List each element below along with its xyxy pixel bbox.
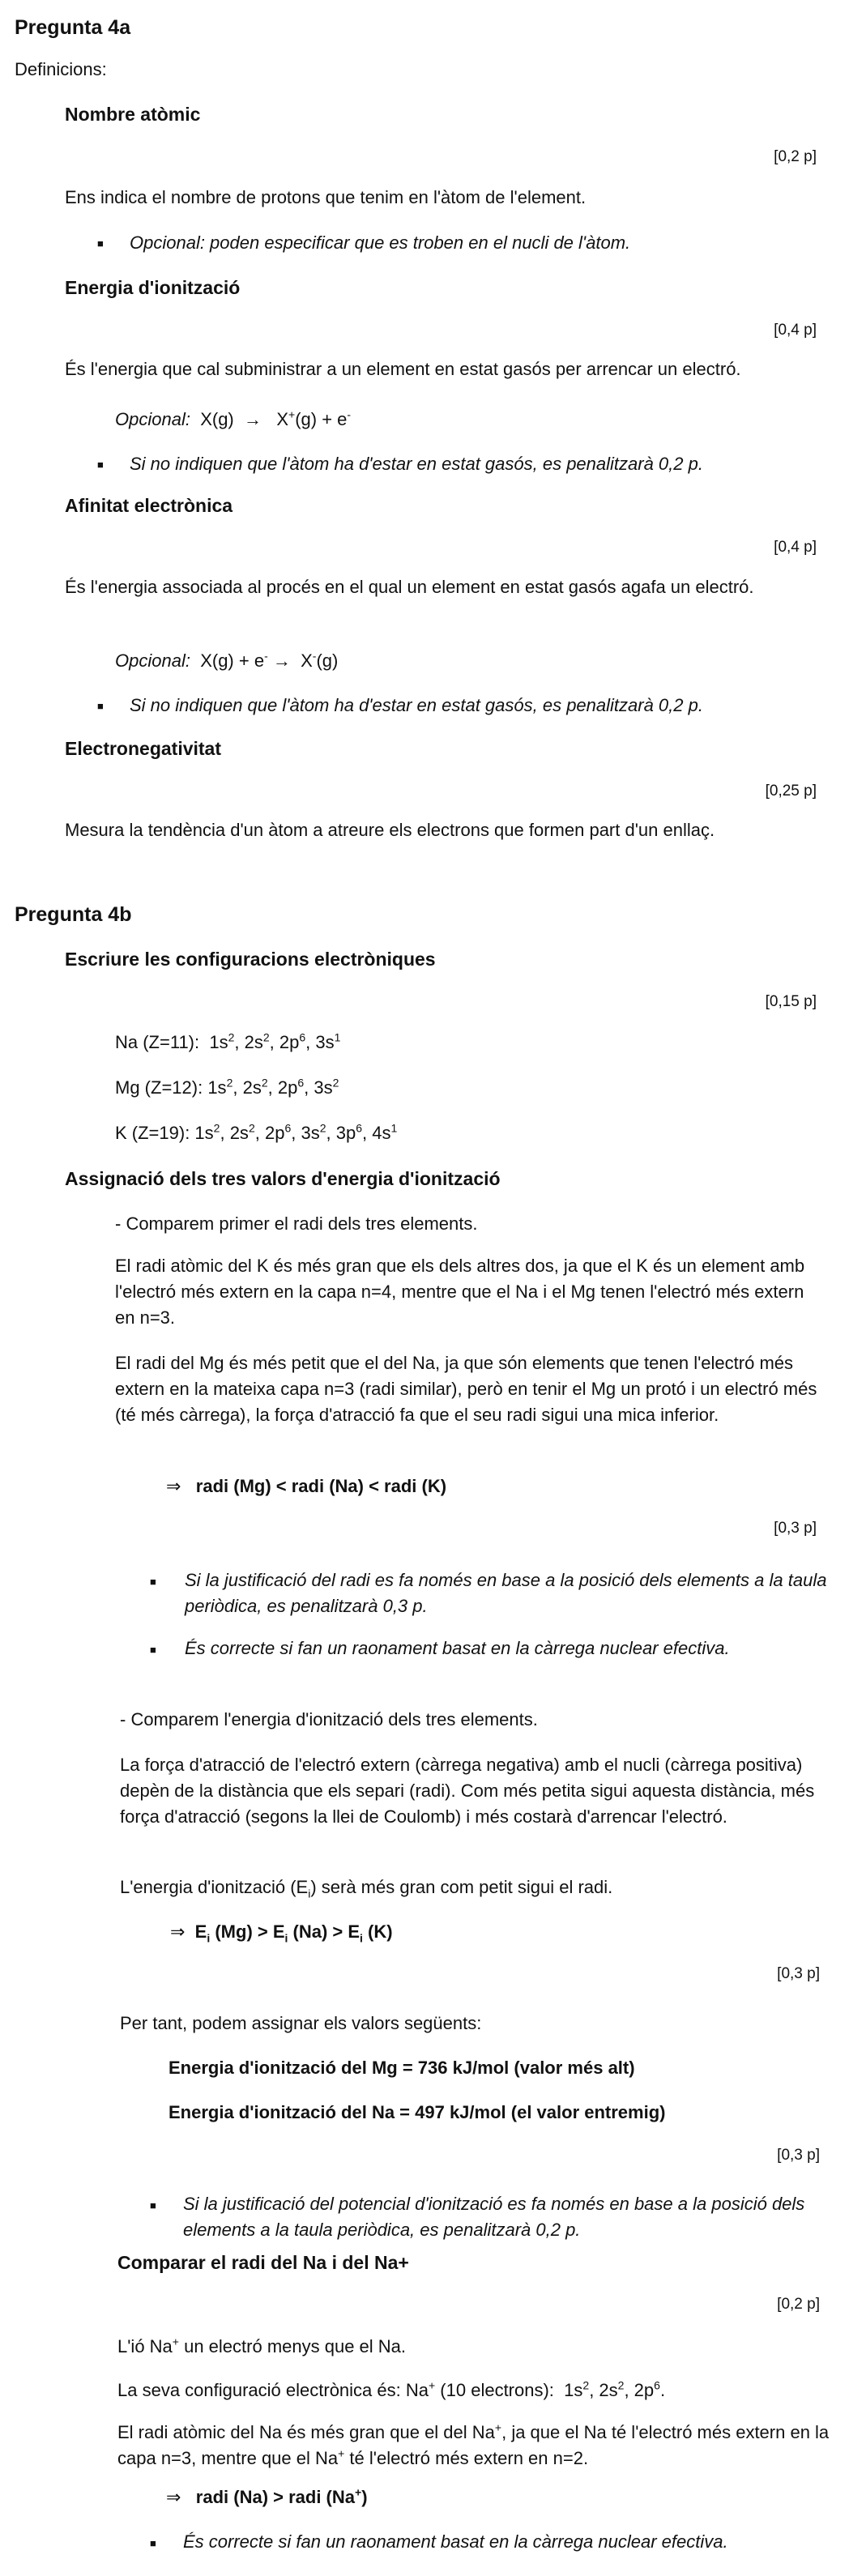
- heading-assignment: Assignació dels tres valors d'energia d'ionització: [65, 1168, 501, 1189]
- heading-configurations: Escriure les configuracions electròniques: [65, 949, 436, 970]
- note-effective-charge: És correcte si fan un raonament basat en la càrrega nuclear efectiva.: [185, 1638, 730, 1658]
- heading-atomic-number: Nombre atòmic: [65, 104, 201, 125]
- energy-order: ⇒ $E_i$ $(Mg) > E_i$ $(Na) > E_i$ (K): [170, 1921, 393, 1945]
- note-ionization-penalty: Si la justificació del potencial d'ionització es fa només en base a la posició dels elements a la taula periòdica, es penalitzarà 0,2 p.: [183, 2194, 805, 2240]
- config-mg: Mg (Z=12): $1s^2$, $2s^2$, $2p^6$, $3s^2$: [115, 1076, 339, 1098]
- question-4b-title: Pregunta 4b: [15, 903, 132, 926]
- note-effective-charge-na: És correcte si fan un raonament basat en la càrrega nuclear efectiva.: [183, 2531, 728, 2552]
- paragraph-na-radius: El radi atòmic del Na és més gran que el del Na+, ja que el Na té l'electró més extern en la capa n=3, mentre que el Na+ té l'electró més extern en n=2.: [117, 2420, 830, 2468]
- paragraph-k-radius: El radi atòmic del K és més gran que els dels altres dos, ja que el K és un element amb l'electró més extern en la capa n=4, mentre que el Na i el Mg tenen l'electró més extern en n=3.: [115, 1256, 805, 1328]
- bullet-icon: ■: [150, 1644, 156, 1656]
- bullet-icon: ■: [97, 458, 104, 471]
- implies-arrow: ⇒: [166, 1476, 181, 1496]
- score-electron-affinity: [0,4 p]: [774, 539, 817, 556]
- heading-electron-affinity: Afinitat electrònica: [65, 495, 233, 516]
- heading-electronegativity: Electronegativitat: [65, 738, 221, 759]
- definitions-label: Definicions:: [15, 59, 107, 79]
- heading-ionization-energy: Energia d'ionització: [65, 277, 241, 298]
- bullet-icon: ■: [97, 237, 104, 249]
- paragraph-coulomb: La força d'atracció de l'electró extern (càrrega negativa) amb el nucli (càrrega positiva) depèn de la distància que els separi (radi). Com més petita sigui aquesta distància, més força d'atracció (segons la llei de Coulomb) i més costarà d'arrencar l'electró.: [120, 1755, 815, 1827]
- value-mg: Energia d'ionització del Mg = 736 kJ/mol (valor més alt): [169, 2058, 635, 2078]
- paragraph-energy-radius: L'energia d'ionització $(E_i)$ serà més gran com petit sigui el radi.: [120, 1877, 613, 1900]
- score-compare-na: [0,2 p]: [777, 2296, 820, 2313]
- score-atomic-number: [0,2 p]: [774, 148, 817, 165]
- score-energy: [0,3 p]: [777, 1965, 820, 1982]
- score-configurations: [0,15 p]: [765, 993, 817, 1010]
- radius-order: ⇒ radi (Mg) < radi (Na) < radi (K): [166, 1476, 447, 1496]
- note-atomic-number: Opcional: poden especificar que es troben en el nucli de l'àtom.: [130, 232, 631, 253]
- score-values: [0,3 p]: [777, 2147, 820, 2164]
- bullet-icon: ■: [150, 2537, 156, 2549]
- heading-compare-na: Comparar el radi del Na i del Na+: [117, 2252, 409, 2273]
- question-4a-title: Pregunta 4a: [15, 16, 131, 39]
- paragraph-compare-energy: - Comparem l'energia d'ionització dels tres elements.: [120, 1709, 538, 1729]
- bullet-icon: ■: [97, 700, 104, 712]
- paragraph-mg-radius: El radi del Mg és més petit que el del Na, ja que són elements que tenen l'electró més extern en la mateixa capa n=3 (radi similar), però en tenir el Mg un protó i un electró més (té més càrrega), la força d'atracció fa que el seu radi sigui una mica inferior.: [115, 1353, 817, 1425]
- value-na: Energia d'ionització del Na = 497 kJ/mol (el valor entremig): [169, 2102, 666, 2122]
- paragraph-compare-radius: - Comparem primer el radi dels tres elements.: [115, 1213, 478, 1234]
- paragraph-na-ion: L'ió Na+ un electró menys que el Na.: [117, 2335, 407, 2356]
- note-electron-affinity: Si no indiquen que l'àtom ha d'estar en estat gasós, es penalitzarà 0,2 p.: [130, 695, 703, 715]
- paragraph-na-ion-config: La seva configuració electrònica és: Na+ (10 electrons): $1s^2$, $2s^2$, $2p^6$.: [117, 2378, 666, 2400]
- note-radius-penalty: Si la justificació del radi es fa només en base a la posició dels elements a la taula periòdica, es penalitzarà 0,3 p.: [185, 1570, 827, 1616]
- score-radius: [0,3 p]: [774, 1520, 817, 1537]
- text-electron-affinity: És l'energia associada al procés en el qual un element en estat gasós agafa un electró.: [65, 577, 754, 597]
- text-atomic-number: Ens indica el nombre de protons que tenim en l'àtom de l'element.: [65, 187, 587, 207]
- score-ionization-energy: [0,4 p]: [774, 322, 817, 339]
- note-ionization-energy: Si no indiquen que l'àtom ha d'estar en estat gasós, es penalitzarà 0,2 p.: [130, 454, 703, 474]
- score-electronegativity: [0,25 p]: [765, 783, 817, 800]
- equation-affinity: Opcional: X(g) + e- → X-(g): [115, 649, 339, 671]
- bullet-icon: ■: [150, 1576, 156, 1588]
- paragraph-assign-values: Per tant, podem assignar els valors següents:: [120, 2013, 482, 2033]
- radius-na-order: ⇒ radi (Na) > radi (Na+): [166, 2485, 368, 2507]
- text-ionization-energy: És l'energia que cal subministrar a un element en estat gasós per arrencar un electró.: [65, 359, 741, 379]
- bullet-icon: ■: [150, 2199, 156, 2211]
- config-k: K (Z=19): $1s^2$, $2s^2$, $2p^6$, $3s^2$, $3p^6$, $4s^1$: [115, 1121, 398, 1143]
- text-electronegativity: Mesura la tendència d'un àtom a atreure els electrons que formen part d'un enllaç.: [65, 820, 715, 840]
- config-na: Na (Z=11): $1s^2$, $2s^2$, $2p^6$, $3s^1$: [115, 1030, 341, 1052]
- equation-ionization: Opcional: X(g) → X+(g) + e-: [115, 407, 352, 429]
